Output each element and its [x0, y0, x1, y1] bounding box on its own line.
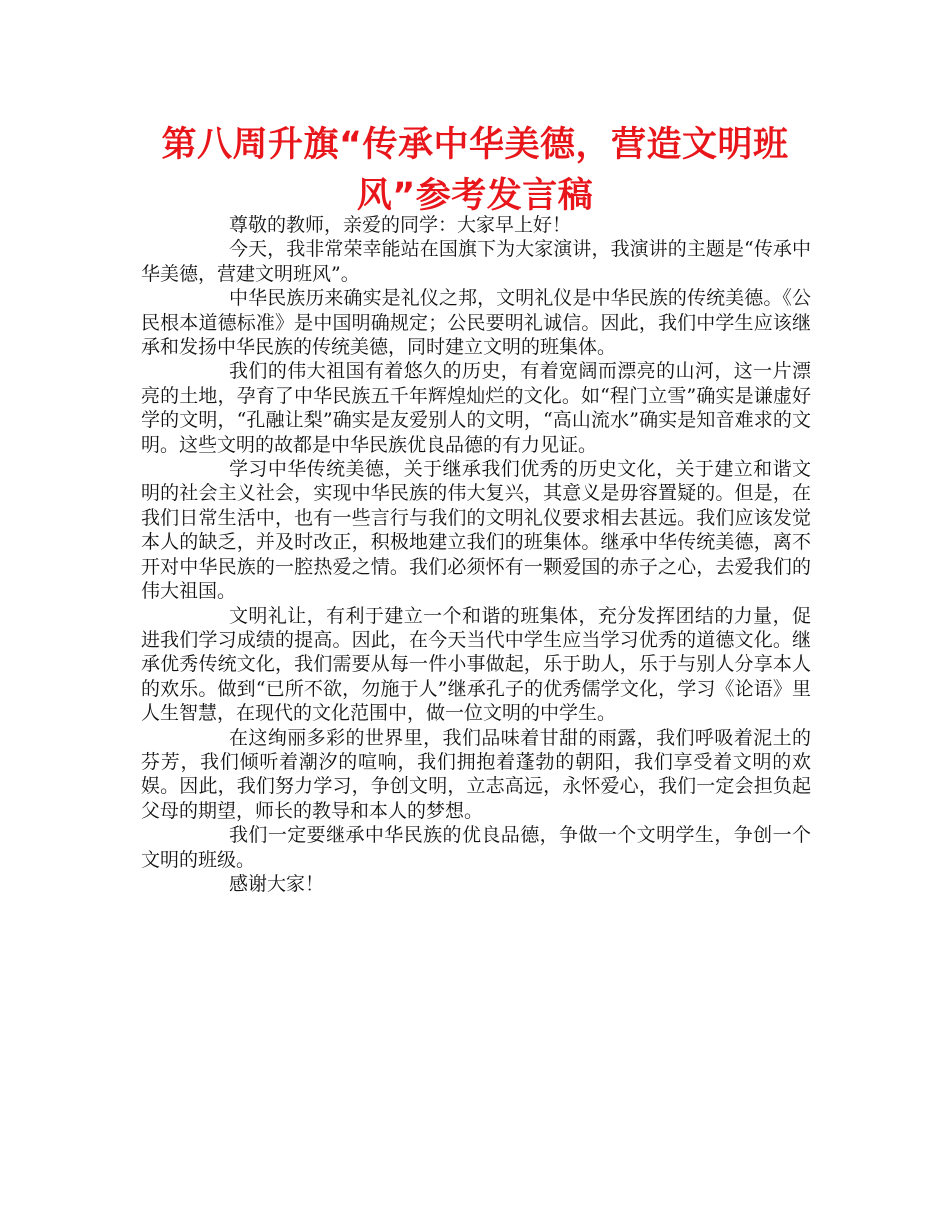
paragraph-tradition: 学习中华传统美德，关于继承我们优秀的历史文化，关于建立和谐文明的社会主义社会，实现中华民族的伟大复兴，其意义是毋容置疑的。但是，在我们日常生活中，也有一些言行与我们的文明礼仪要求相去甚远。我们应该发觉本人的缺乏，并及时改正，积极地建立我们的班集体。继承中华传统美德，离不开对中华民族的一腔热爱之情。我们必须怀有一颗爱国的赤子之心，去爱我们的伟大祖国。 — [141, 458, 811, 603]
paragraph-resolution: 我们一定要继承中华民族的优良品德，争做一个文明学生，争创一个文明的班级。 — [141, 824, 811, 871]
paragraph-courtesy: 文明礼让，有利于建立一个和谐的班集体，充分发挥团结的力量，促进我们学习成绩的提高。因此，在今天当代中学生应当学习优秀的道德文化。继承优秀传统文化，我们需要从每一件小事做起，乐于助人，乐于与别人分享本人的欢乐。做到“已所不欲，勿施于人”继承孔子的优秀儒学文化，学习《论语》里人生智慧，在现代的文化范围中，做一位文明的中学生。 — [141, 604, 811, 725]
paragraph-world: 在这绚丽多彩的世界里，我们品味着甘甜的雨露，我们呼吸着泥土的芬芳，我们倾听着潮汐的喧响，我们拥抱着蓬勃的朝阳，我们享受着文明的欢娱。因此，我们努力学习，争创文明，立志高远，永怀爱心，我们一定会担负起父母的期望，师长的教导和本人的梦想。 — [141, 726, 811, 822]
paragraph-history: 我们的伟大祖国有着悠久的历史，有着宽阔而漂亮的山河，这一片漂亮的土地，孕育了中华民族五千年辉煌灿烂的文化。如“程门立雪”确实是谦虚好学的文明，“孔融让梨”确实是友爱别人的文明，“高山流水”确实是知音难求的文明。这些文明的故都是中华民族优良品德的有力见证。 — [141, 360, 811, 456]
paragraph-thanks: 感谢大家！ — [229, 872, 325, 895]
document-title: 第八周升旗“传承中华美德，营造文明班风”参考发言稿 — [161, 125, 789, 216]
paragraph-greeting: 尊敬的教师，亲爱的同学：大家早上好！ — [229, 214, 572, 236]
document-body — [141, 213, 811, 896]
paragraph-etiquette: 中华民族历来确实是礼仪之邦，文明礼仪是中华民族的传统美德。《公民根本道德标准》是中国明确规定；公民要明礼诚信。因此，我们中学生应该继承和发扬中华民族的传统美德，同时建立文明的班集体。 — [141, 287, 811, 359]
paragraph-intro: 今天，我非常荣幸能站在国旗下为大家演讲，我演讲的主题是“传承中华美德，营建文明班风”。 — [141, 238, 811, 285]
